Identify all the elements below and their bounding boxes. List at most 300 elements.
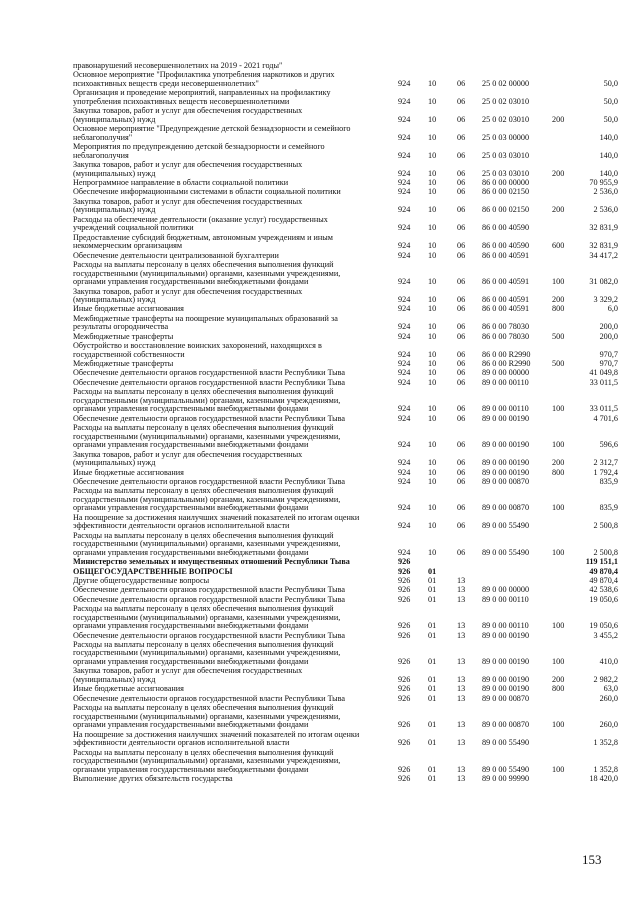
row-c2: 10: [428, 503, 437, 513]
row-c3: 06: [457, 547, 466, 557]
row-c3: 13: [457, 630, 466, 640]
row-c4: 25 0 03 03010: [482, 150, 530, 160]
row-c5: 100: [552, 547, 565, 557]
table-row: [0, 558, 640, 567]
row-c4: 89 0 00 00110: [482, 404, 529, 414]
row-c3: 06: [457, 458, 466, 468]
row-c4: 89 0 00 00190: [482, 413, 530, 423]
row-c4: 86 0 00 40590: [482, 223, 530, 233]
row-c4: 25 0 02 03010: [482, 96, 530, 106]
row-c4: 86 0 00 40591: [482, 250, 530, 260]
row-c1: 924: [398, 359, 411, 369]
row-name: Закупка товаров, работ и услуг для обеспечения государственных (муниципальных) нужд: [73, 196, 303, 215]
table-row: [0, 388, 640, 414]
row-c4: 25 0 03 03010: [482, 168, 530, 178]
row-c1: 926: [398, 738, 411, 748]
row-c6: 260,0: [599, 693, 618, 703]
row-c1: 924: [398, 168, 411, 178]
row-c2: 01: [428, 720, 437, 730]
row-c3: 13: [457, 594, 466, 604]
row-c3: 06: [457, 168, 466, 178]
table-row: [0, 234, 640, 251]
row-c5: 100: [552, 657, 565, 667]
row-c5: 100: [552, 720, 565, 730]
row-c6: 140,0: [599, 168, 618, 178]
row-name: Обеспечение деятельности органов государственной власти Республики Тыва: [73, 585, 346, 595]
row-c4: 89 0 00 55490: [482, 521, 530, 531]
row-c1: 924: [398, 413, 411, 423]
row-c3: 06: [457, 349, 466, 359]
row-name: Расходы на выплаты персоналу в целях обеспечения выполнения функций государственными (муниципальными) органами, казенными учреждениями, органами управления государственными внебюджетными фондами: [73, 703, 341, 730]
row-name: Предоставление субсидий бюджетным, автономным учреждениям и иным некоммерческим организациям: [73, 232, 333, 251]
row-c4: 86 0 00 R2990: [482, 349, 531, 359]
row-c1: 926: [398, 585, 411, 595]
table-row: [0, 333, 640, 342]
row-c6: 50,0: [603, 96, 618, 106]
row-name: Иные бюджетные ассигнования: [73, 467, 184, 477]
row-c6: 70 955,9: [589, 178, 618, 188]
row-c6: 596,6: [599, 440, 618, 450]
row-c3: 13: [457, 585, 466, 595]
row-c5: 100: [552, 621, 565, 631]
row-c1: 926: [398, 630, 411, 640]
row-name: Межбюджетные трансферты: [73, 359, 174, 369]
row-c6: 2 500,8: [593, 521, 618, 531]
row-c4: 89 0 00 55490: [482, 764, 530, 774]
row-c1: 924: [398, 223, 411, 233]
row-c4: 89 0 00 00000: [482, 368, 530, 378]
row-c4: 89 0 00 00190: [482, 467, 530, 477]
row-c4: 25 0 03 00000: [482, 132, 530, 142]
row-name: Межбюджетные трансферты на поощрение муниципальных образований за результаты огородничества: [73, 313, 338, 332]
row-c6: 32 831,9: [589, 241, 618, 251]
row-c6: 119 151,1: [585, 557, 618, 567]
table-row: [0, 188, 640, 197]
table-row: [0, 252, 640, 261]
row-c2: 01: [428, 575, 437, 585]
row-c2: 10: [428, 114, 437, 124]
row-name: Обеспечение деятельности органов государственной власти Республики Тыва: [73, 476, 346, 486]
row-c4: 89 0 00 00110: [482, 621, 529, 631]
row-c4: 89 0 00 00870: [482, 693, 530, 703]
row-c4: 89 0 00 55490: [482, 738, 530, 748]
row-c1: 924: [398, 150, 411, 160]
table-row: [0, 685, 640, 694]
row-c4: 89 0 00 00190: [482, 684, 530, 694]
row-c3: 13: [457, 774, 466, 784]
row-c1: 924: [398, 503, 411, 513]
table-row: [0, 161, 640, 178]
row-c2: 10: [428, 440, 437, 450]
row-c2: 10: [428, 521, 437, 531]
row-c2: 10: [428, 413, 437, 423]
row-c6: 200,0: [599, 322, 618, 332]
row-c2: 10: [428, 250, 437, 260]
row-c2: 10: [428, 467, 437, 477]
row-c6: 31 082,0: [589, 277, 618, 287]
row-c1: 924: [398, 377, 411, 387]
row-name: Расходы на выплаты персоналу в целях обеспечения выполнения функций государственными (муниципальными) органами, казенными учреждениями, органами управления государственными внебюджетными фондами: [73, 747, 341, 774]
row-c5: 200: [552, 675, 565, 685]
row-c3: 06: [457, 132, 466, 142]
row-c3: 06: [457, 78, 466, 88]
row-c2: 01: [428, 630, 437, 640]
row-c2: 10: [428, 187, 437, 197]
row-c1: 924: [398, 295, 411, 305]
row-c5: 800: [552, 304, 565, 314]
table-row: [0, 342, 640, 359]
row-c3: 06: [457, 368, 466, 378]
table-row: [0, 125, 640, 142]
row-c3: 06: [457, 467, 466, 477]
row-c3: 13: [457, 764, 466, 774]
row-name: Обеспечение деятельности органов государственной власти Республики Тыва: [73, 594, 346, 604]
table-row: [0, 305, 640, 314]
row-c3: 06: [457, 404, 466, 414]
row-c3: 13: [457, 720, 466, 730]
row-c1: 924: [398, 476, 411, 486]
row-c6: 140,0: [599, 150, 618, 160]
row-name: Иные бюджетные ассигнования: [73, 684, 184, 694]
row-c6: 140,0: [599, 132, 618, 142]
row-c6: 32 831,9: [589, 223, 618, 233]
row-c6: 2 536,0: [593, 187, 618, 197]
row-c2: 10: [428, 458, 437, 468]
row-c3: 06: [457, 521, 466, 531]
row-name: Другие общегосударственные вопросы: [73, 575, 210, 585]
row-name: Выполнение других обязательств государства: [73, 774, 233, 784]
row-c6: 970,7: [599, 349, 618, 359]
row-c2: 10: [428, 404, 437, 414]
row-name: Межбюджетные трансферты: [73, 331, 174, 341]
row-c6: 1 792,4: [593, 467, 618, 477]
row-c2: 01: [428, 738, 437, 748]
row-c4: 25 0 02 00000: [482, 78, 530, 88]
row-c1: 924: [398, 241, 411, 251]
row-c4: 86 0 00 40591: [482, 277, 530, 287]
row-c4: 86 0 00 02150: [482, 205, 530, 215]
row-c5: 100: [552, 764, 565, 774]
row-c5: 200: [552, 205, 565, 215]
row-c1: 926: [398, 764, 411, 774]
row-c4: 89 0 00 00000: [482, 585, 530, 595]
table-row: [0, 424, 640, 450]
row-name: Расходы на выплаты персоналу в целях обеспечения выполнения функций государственными (муниципальными) органами, казенными учреждениями, органами управления государственными внебюджетными фондами: [73, 530, 341, 557]
row-c2: 01: [428, 684, 437, 694]
row-name: Расходы на выплаты персоналу в целях обеспечения выполнения функций государственными (муниципальными) органами, казенными учреждениями, органами управления государственными внебюджетными фондами: [73, 387, 341, 414]
row-c4: 89 0 00 00190: [482, 675, 530, 685]
row-c5: 100: [552, 404, 565, 414]
table-row: [0, 288, 640, 305]
row-name: Обеспечение деятельности органов государственной власти Республики Тыва: [73, 368, 346, 378]
row-c2: 10: [428, 377, 437, 387]
row-name: Непрограммное направление в области социальной политики: [73, 178, 289, 188]
row-c3: 06: [457, 150, 466, 160]
row-name: Основное мероприятие "Профилактика употребления наркотиков и других психоактивных веществ среди несовершеннолетних": [73, 70, 335, 88]
row-name: Расходы на выплаты персоналу в целях обеспечения выполнения функций государственными (муниципальными) органами, казенными учреждениями, органами управления государственными внебюджетными фондами: [73, 423, 341, 450]
row-c1: 926: [398, 693, 411, 703]
row-c3: 06: [457, 322, 466, 332]
row-name: Основное мероприятие "Предупреждение детской безнадзорности и семейного неблагополучия": [73, 124, 351, 142]
row-c2: 01: [428, 594, 437, 604]
row-name: Расходы на обеспечение деятельности (оказание услуг) государственных учреждений социальной политики: [73, 214, 328, 233]
row-c5: 500: [552, 359, 565, 369]
row-c2: 01: [428, 657, 437, 667]
row-c3: 13: [457, 657, 466, 667]
row-c6: 50,0: [603, 78, 618, 88]
row-name: Иные бюджетные ассигнования: [73, 304, 184, 314]
row-c2: 01: [428, 621, 437, 631]
row-c1: 926: [398, 675, 411, 685]
row-c1: 924: [398, 349, 411, 359]
row-c6: 49 870,4: [589, 566, 618, 576]
table-row: [0, 415, 640, 424]
row-c5: 800: [552, 684, 565, 694]
row-c1: 926: [398, 594, 411, 604]
row-c3: 13: [457, 738, 466, 748]
row-c2: 01: [428, 693, 437, 703]
row-c1: 924: [398, 521, 411, 531]
row-c3: 06: [457, 413, 466, 423]
row-name: На поощрение за достижения наилучших значений показателей по итогам оценки эффективности деятельности органов исполнительной власти: [73, 512, 360, 531]
row-c4: 86 0 00 40591: [482, 304, 530, 314]
row-c3: 06: [457, 178, 466, 188]
row-c5: 800: [552, 467, 565, 477]
row-c6: 835,9: [599, 476, 618, 486]
table-row: [0, 369, 640, 378]
row-c2: 10: [428, 78, 437, 88]
row-c6: 49 870,4: [589, 575, 618, 585]
table-row: [0, 731, 640, 748]
table-row: [0, 379, 640, 388]
row-c1: 926: [398, 684, 411, 694]
row-c2: 01: [428, 585, 437, 595]
row-c4: 89 0 00 00190: [482, 458, 530, 468]
row-c2: 10: [428, 132, 437, 142]
row-name: Организация и проведение мероприятий, направленных на профилактику употребления психоактивных веществ несовершеннолетними: [73, 88, 331, 106]
row-name: Закупка товаров, работ и услуг для обеспечения государственных (муниципальных) нужд: [73, 160, 303, 178]
row-c3: 06: [457, 96, 466, 106]
row-name: Расходы на выплаты персоналу в целях обеспечения выполнения функций государственными (муниципальными) органами, казенными учреждениями, органами управления государственными внебюджетными фондами: [73, 639, 341, 667]
row-c3: 06: [457, 503, 466, 513]
page-number: 153: [582, 852, 602, 867]
row-name: Расходы на выплаты персоналу в целях обеспечения выполнения функций государственными (муниципальными) органами, казенными учреждениями, органами управления государственными внебюджетными фондами: [73, 604, 341, 631]
row-c2: 10: [428, 304, 437, 314]
row-c2: 10: [428, 150, 437, 160]
row-c5: 200: [552, 458, 565, 468]
table-row: [0, 605, 640, 631]
row-name: ОБЩЕГОСУДАРСТВЕННЫЕ ВОПРОСЫ: [73, 566, 233, 576]
row-c4: 89 0 00 00190: [482, 630, 530, 640]
table-row: [0, 568, 640, 577]
table-row: [0, 695, 640, 704]
table-row: [0, 360, 640, 369]
row-c6: 2 312,7: [593, 458, 618, 468]
row-c6: 410,0: [599, 657, 618, 667]
row-c4: 86 0 00 78030: [482, 322, 530, 332]
row-c2: 01: [428, 675, 437, 685]
row-c3: 06: [457, 250, 466, 260]
row-c2: 10: [428, 96, 437, 106]
row-name: Закупка товаров, работ и услуг для обеспечения государственных (муниципальных) нужд: [73, 106, 303, 124]
row-c3: 06: [457, 440, 466, 450]
row-c2: 10: [428, 223, 437, 233]
row-c3: 06: [457, 187, 466, 197]
row-c1: 924: [398, 250, 411, 260]
row-c6: 4 701,6: [593, 413, 618, 423]
row-name: Обустройство и восстановление воинских захоронений, находящихся в государственной собственности: [73, 341, 322, 359]
row-c1: 924: [398, 547, 411, 557]
row-c2: 01: [428, 566, 437, 576]
row-name: Закупка товаров, работ и услуг для обеспечения государственных (муниципальных) нужд: [73, 286, 303, 305]
row-c3: 13: [457, 621, 466, 631]
row-c2: 10: [428, 277, 437, 287]
table-row: [0, 216, 640, 233]
row-c1: 924: [398, 78, 411, 88]
row-c2: 10: [428, 547, 437, 557]
row-c1: 924: [398, 331, 411, 341]
row-c4: 86 0 00 78030: [482, 331, 530, 341]
row-c5: 100: [552, 440, 565, 450]
table-row: [0, 586, 640, 595]
row-c2: 10: [428, 205, 437, 215]
row-c6: 41 049,8: [589, 368, 618, 378]
row-c1: 926: [398, 657, 411, 667]
row-name: Обеспечение информационными системами в области социальной политики: [73, 187, 341, 197]
row-c5: 200: [552, 295, 565, 305]
row-c4: 89 0 00 00870: [482, 476, 530, 486]
row-c1: 926: [398, 566, 411, 576]
row-c3: 13: [457, 575, 466, 585]
row-c4: 89 0 00 00870: [482, 503, 530, 513]
row-name: На поощрение за достижения наилучших значений показателей по итогам оценки эффективности деятельности органов исполнительной власти: [73, 729, 360, 748]
row-c3: 06: [457, 331, 466, 341]
row-c6: 2 982,2: [593, 675, 618, 685]
table-row: [0, 577, 640, 586]
row-c2: 10: [428, 476, 437, 486]
row-c3: 06: [457, 223, 466, 233]
row-c1: 926: [398, 621, 411, 631]
table-row: [0, 451, 640, 468]
row-c6: 1 352,8: [593, 738, 618, 748]
row-c1: 924: [398, 277, 411, 287]
row-name: Обеспечение деятельности органов государственной власти Республики Тыва: [73, 413, 346, 423]
row-name: Расходы на выплаты персоналу в целях обеспечения выполнения функций государственными (муниципальными) органами, казенными учреждениями, органами управления государственными внебюджетными фондами: [73, 486, 341, 513]
row-c2: 01: [428, 774, 437, 784]
table-row: [0, 478, 640, 487]
row-c1: 924: [398, 458, 411, 468]
table-row: [0, 532, 640, 558]
table-row: [0, 667, 640, 684]
row-c1: 924: [398, 187, 411, 197]
table-row: [0, 487, 640, 513]
row-c5: 100: [552, 277, 565, 287]
row-c3: 06: [457, 476, 466, 486]
row-c5: 100: [552, 503, 565, 513]
table-row: [0, 596, 640, 605]
row-c4: 89 0 00 00870: [482, 720, 530, 730]
row-c4: 89 0 00 55490: [482, 547, 530, 557]
row-c6: 18 420,0: [589, 774, 618, 784]
row-c1: 924: [398, 467, 411, 477]
row-c4: 86 0 00 00000: [482, 178, 530, 188]
row-c3: 06: [457, 114, 466, 124]
row-c6: 2 500,8: [593, 547, 618, 557]
row-name: Министерство земельных и имущественных отношений Республики Тыва: [73, 557, 350, 567]
row-name: Закупка товаров, работ и услуг для обеспечения государственных (муниципальных) нужд: [73, 449, 303, 468]
row-c2: 10: [428, 359, 437, 369]
row-c3: 06: [457, 295, 466, 305]
row-c4: 86 0 00 02150: [482, 187, 530, 197]
row-c3: 06: [457, 277, 466, 287]
row-c4: 89 0 00 00110: [482, 377, 529, 387]
row-c2: 10: [428, 168, 437, 178]
row-c2: 10: [428, 368, 437, 378]
row-c6: 33 011,5: [589, 404, 618, 414]
row-c3: 13: [457, 684, 466, 694]
row-c5: 600: [552, 241, 565, 251]
table-row: [0, 749, 640, 775]
row-c5: 200: [552, 114, 565, 124]
row-c6: 970,7: [599, 359, 618, 369]
row-c2: 10: [428, 241, 437, 251]
row-c4: 86 0 00 R2990: [482, 359, 531, 369]
row-c1: 924: [398, 96, 411, 106]
row-c6: 2 536,0: [593, 205, 618, 215]
row-name: Обеспечение деятельности органов государственной власти Республики Тыва: [73, 377, 346, 387]
row-c1: 924: [398, 368, 411, 378]
row-c1: 924: [398, 322, 411, 332]
row-c1: 926: [398, 774, 411, 784]
row-c6: 200,0: [599, 331, 618, 341]
row-c6: 19 050,6: [589, 621, 618, 631]
row-c4: 86 0 00 40591: [482, 295, 530, 305]
row-name: Обеспечение деятельности органов государственной власти Республики Тыва: [73, 630, 346, 640]
table-row: [0, 261, 640, 287]
table-row: [0, 143, 640, 160]
row-c1: 924: [398, 440, 411, 450]
row-c1: 924: [398, 304, 411, 314]
row-c3: 06: [457, 304, 466, 314]
table-row: [0, 641, 640, 667]
table-row: [0, 198, 640, 215]
row-c6: 835,9: [599, 503, 618, 513]
row-c6: 42 538,6: [589, 585, 618, 595]
row-c2: 01: [428, 764, 437, 774]
row-c1: 924: [398, 178, 411, 188]
table-row: [0, 71, 640, 88]
table-row: [0, 632, 640, 641]
table-row: [0, 704, 640, 730]
row-c1: 924: [398, 205, 411, 215]
row-c6: 6,0: [607, 304, 618, 314]
row-c2: 10: [428, 295, 437, 305]
row-c2: 10: [428, 178, 437, 188]
row-name: Обеспечение деятельности централизованной бухгалтерии: [73, 250, 279, 260]
row-c4: 89 0 00 99990: [482, 774, 530, 784]
row-c3: 06: [457, 241, 466, 251]
row-c2: 10: [428, 322, 437, 332]
row-c4: 89 0 00 00110: [482, 594, 529, 604]
row-c1: 926: [398, 575, 411, 585]
row-c4: 86 0 00 40590: [482, 241, 530, 251]
row-c6: 33 011,5: [589, 377, 618, 387]
row-c1: 924: [398, 114, 411, 124]
row-c3: 06: [457, 205, 466, 215]
table-row: [0, 514, 640, 531]
row-c6: 34 417,2: [589, 250, 618, 260]
row-c1: 926: [398, 557, 411, 567]
